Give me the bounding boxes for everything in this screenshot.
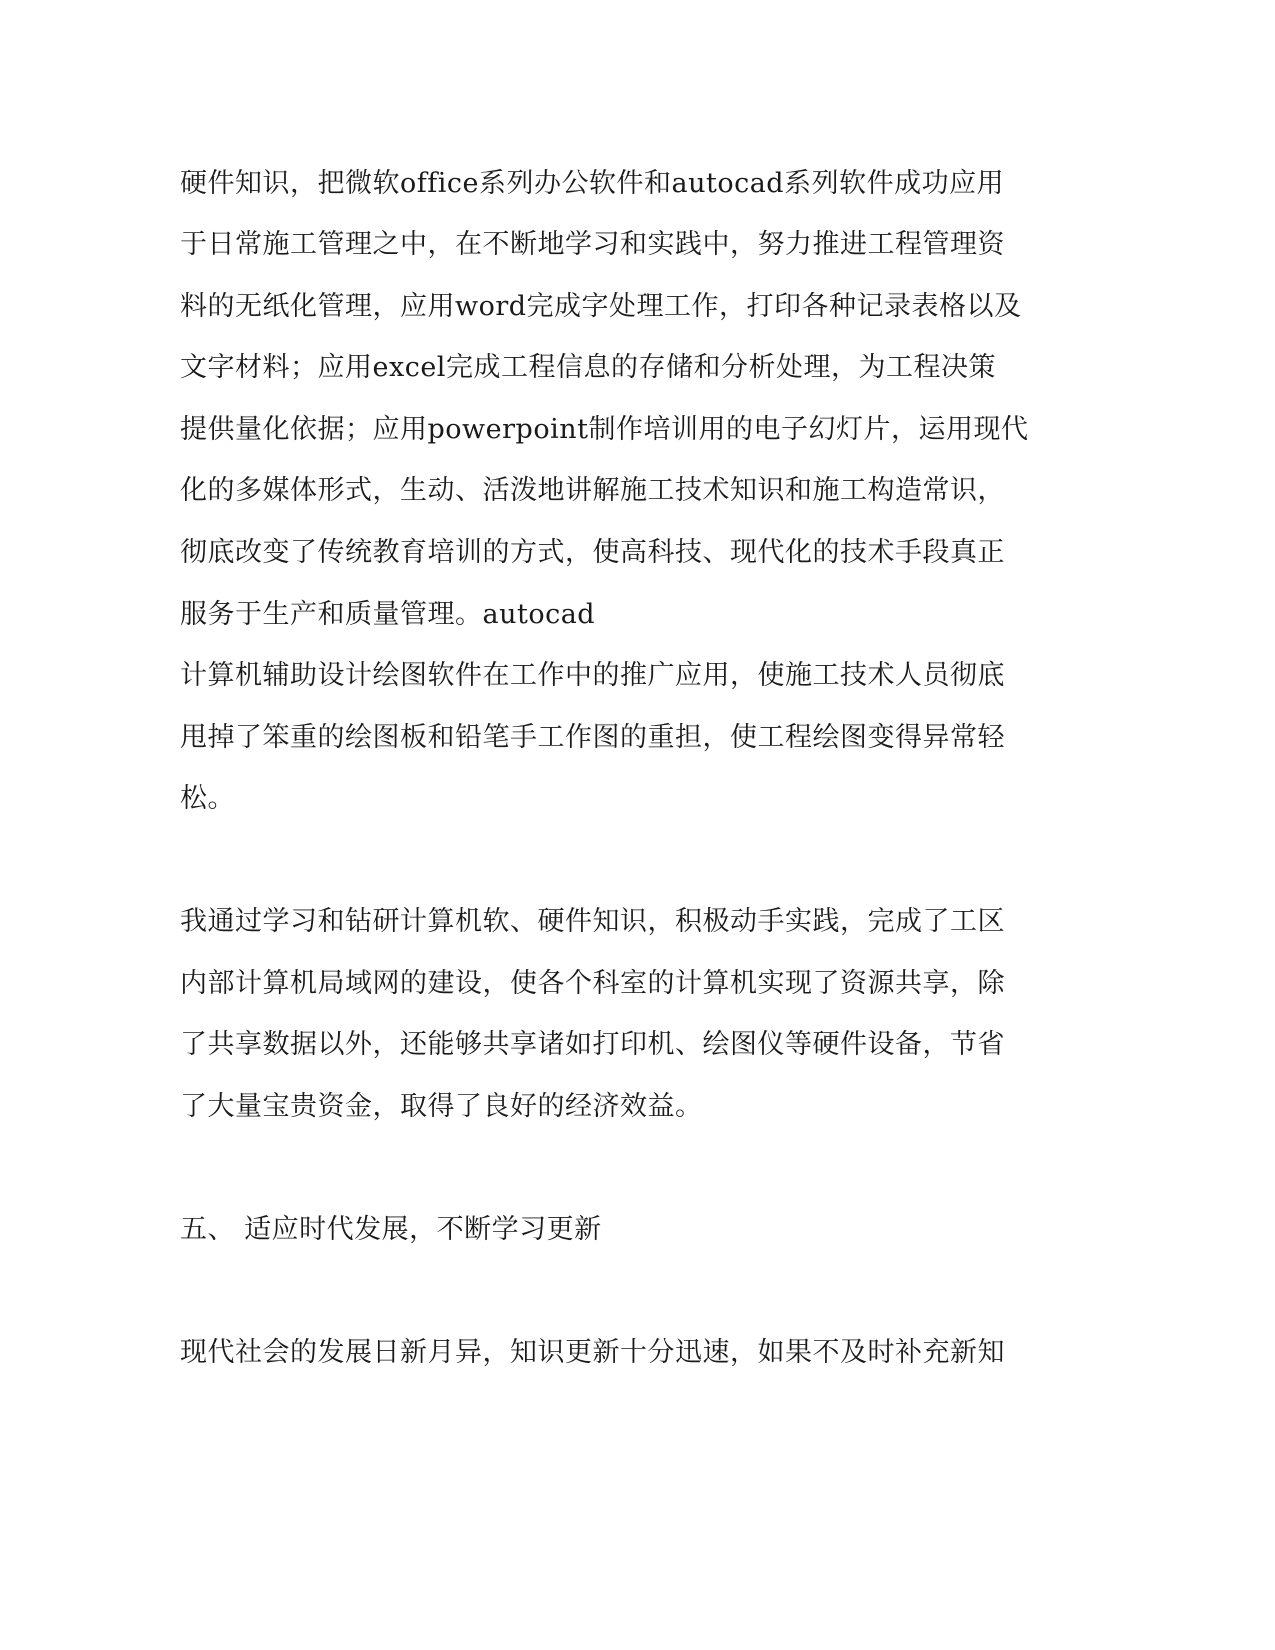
paragraph-line: 于日常施工管理之中，在不断地学习和实践中，努力推进工程管理资 [180, 229, 1005, 260]
paragraph-line: 了共享数据以外，还能够共享诸如打印机、绘图仪等硬件设备，节省 [180, 1029, 1005, 1060]
paragraph-line: 文字材料；应用excel完成工程信息的存储和分析处理，为工程决策 [180, 352, 996, 383]
paragraph-line: 现代社会的发展日新月异，知识更新十分迅速，如果不及时补充新知 [180, 1337, 1005, 1368]
paragraph-line: 彻底改变了传统教育培训的方式，使高科技、现代化的技术手段真正 [180, 537, 1005, 568]
paragraph-line: 计算机辅助设计绘图软件在工作中的推广应用，使施工技术人员彻底 [180, 660, 1005, 691]
paragraph-line: 料的无纸化管理，应用word完成字处理工作，打印各种记录表格以及 [180, 291, 1022, 322]
paragraph-line: 甩掉了笨重的绘图板和铅笔手工作图的重担，使工程绘图变得异常轻 [180, 722, 1005, 753]
paragraph-line: 硬件知识，把微软office系列办公软件和autocad系列软件成功应用 [180, 168, 1005, 199]
paragraph-line: 了大量宝贵资金，取得了良好的经济效益。 [180, 1091, 703, 1122]
section-heading: 五、 适应时代发展，不断学习更新 [180, 1214, 602, 1245]
paragraph-line: 内部计算机局域网的建设，使各个科室的计算机实现了资源共享，除 [180, 968, 1005, 999]
paragraph-line: 松。 [180, 783, 235, 814]
paragraph-line: 服务于生产和质量管理。autocad [180, 599, 596, 630]
paragraph-line: 化的多媒体形式，生动、活泼地讲解施工技术知识和施工构造常识， [180, 475, 1005, 506]
paragraph-line: 我通过学习和钻研计算机软、硬件知识，积极动手实践，完成了工区 [180, 906, 1005, 937]
paragraph-line: 提供量化依据；应用powerpoint制作培训用的电子幻灯片，运用现代 [180, 414, 1029, 445]
